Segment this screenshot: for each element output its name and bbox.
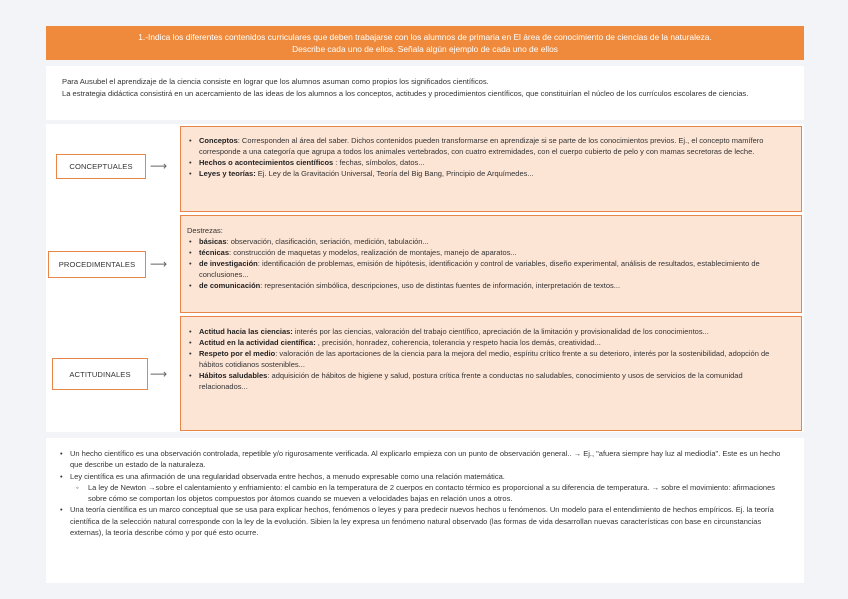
- item-term: Actitud hacia las ciencias:: [199, 327, 293, 336]
- list-item: [187, 348, 791, 370]
- actitudinales-arrow-icon: ⟶: [150, 367, 168, 381]
- item-text: , precisión, honradez, coherencia, tolerancia y respeto hacia los demás, creatividad...: [315, 338, 601, 348]
- item-term: Hechos o acontecimientos científicos: [199, 158, 334, 168]
- list-item: [187, 326, 791, 337]
- item-text: : adquisición de hábitos de higiene y salud, postura crítica frente a conductas no saludables, conocimiento y usos de servicios de la comunidad relacionados...: [199, 371, 743, 392]
- destrezas-heading: Destrezas:: [187, 226, 223, 235]
- intro-block: [46, 66, 804, 120]
- procedimentales-label: PROCEDIMENTALES: [48, 251, 146, 278]
- item-text: interés por las ciencias, valoración del trabajo científico, apreciación de la limitación y provisionalidad de los conocimientos...: [292, 327, 709, 336]
- conceptuales-box: [180, 126, 802, 212]
- item-text: : valoración de las aportaciones de la ciencia para la mejora del medio, espíritu crítico frente a su deterioro, interés por la sostenibilidad, adopción de hábitos cotidianos sostenibles...: [199, 349, 770, 370]
- list-item: [187, 247, 791, 258]
- procedimentales-arrow-icon: ⟶: [150, 257, 168, 271]
- list-item: [187, 258, 791, 280]
- item-text: : fechas, símbolos, datos...: [333, 158, 425, 168]
- item-text: : construcción de maquetas y modelos, realización de montajes, manejo de aparatos...: [229, 248, 517, 258]
- item-term: Conceptos: [199, 136, 238, 145]
- actitudinales-box: [180, 316, 802, 431]
- item-term: Leyes y teorías:: [199, 169, 256, 179]
- actitudinales-section: [46, 314, 804, 432]
- list-item: [187, 337, 791, 348]
- item-text: Ej. Ley de la Gravitación Universal, Teoría del Big Bang, Principio de Arquímedes...: [255, 169, 534, 179]
- intro-paragraph-1: Para Ausubel el aprendizaje de la ciencia consiste en lograr que los alumnos asuman como propios los significados científicos.: [62, 77, 489, 86]
- note-hecho-cientifico: • Un hecho científico es una observación controlada, repetible y/o rigurosamente verificada. Al explicarlo empieza con un punto de observación general.. → Ej., "afuera siempre hay luz al mediodía". Este es un hecho que describe un estado de la naturaleza.: [60, 448, 792, 471]
- item-term: de investigación: [199, 259, 258, 269]
- conceptuales-label: CONCEPTUALES: [56, 154, 146, 179]
- item-text: : identificación de problemas, emisión de hipótesis, identificación y control de variables, diseño experimental, análisis de resultados, establecimiento de conclusiones...: [199, 259, 760, 280]
- question-title-line-2: Describe cada uno de ellos. Señala algún ejemplo de cada uno de ellos: [292, 44, 558, 54]
- note-ley-cientifica: • Ley científica es una afirmación de una regularidad observada entre hechos, a menudo expresable como una relación matemática.: [60, 471, 792, 482]
- note-teoria-cientifica: • Una teoría científica es un marco conceptual que se usa para explicar hechos, fenómenos o leyes y para predecir nuevos hechos u fenómenos. Un modelo para el entendimiento de hechos empíricos. Ej. la teoría científica de la selección natural corresponde con la ley de la evolución. Sibien la ley expresa un fenómeno natural observado (las formas de vida desarrollan nuevas características con base en circunstancias externas), la teoría describe cómo y por qué esto ocurre.: [60, 504, 792, 538]
- question-title-line-1: 1.-Indica los diferentes contenidos curriculares que deben trabajarse con los alumnos de primaria en El área de conocimiento de ciencias de la naturaleza.: [138, 31, 712, 42]
- conceptuales-arrow-icon: ⟶: [150, 159, 168, 173]
- list-item: [187, 157, 791, 168]
- list-item: [187, 135, 791, 157]
- intro-paragraph-2: La estrategia didáctica consistirá en un acercamiento de las ideas de los alumnos a los conceptos, actitudes y procedimientos científicos, que constituirían el núcleo de los currículos escolares de ciencias.: [62, 88, 749, 98]
- item-term: de comunicación: [199, 281, 261, 291]
- conceptuales-section: [46, 124, 804, 214]
- item-term: Hábitos saludables: [199, 371, 268, 381]
- question-title: [46, 26, 804, 60]
- procedimentales-section: [46, 214, 804, 314]
- actitudinales-label: ACTITUDINALES: [52, 358, 148, 390]
- list-item: [187, 236, 791, 247]
- note-ley-newton: ◦ La ley de Newton →sobre el calentamiento y enfriamiento: el cambio en la temperatura de 2 cuerpos en contacto térmico es proporcional a su diferencia de temperatura. → sobre el movimiento: afirmaciones sobre cómo se comportan los objetos compuestos por átomos cuando se mueven a velocidades bajas en relación unos a otros.: [60, 482, 792, 505]
- list-item: [187, 168, 791, 179]
- list-item: [187, 280, 791, 291]
- item-term: básicas: [199, 237, 227, 247]
- notes-block: [46, 438, 804, 583]
- item-term: Respeto por el medio: [199, 349, 276, 359]
- item-text: : Corresponden al área del saber. Dichos contenidos pueden transformarse en aprendizaje si se parte de los conocimientos previos. Ej., el concepto mamífero corresponde a una categoría que agrupa a todos los animales vertebrados, con cuatro extremidades, con el cuerpo cubierto de pelo y con mamas secretoras de leche.: [199, 136, 764, 157]
- item-text: : observación, clasificación, seriación, medición, tabulación...: [226, 237, 429, 247]
- procedimentales-box: [180, 215, 802, 313]
- item-text: : representación simbólica, descripciones, uso de distintas fuentes de información, interpretación de textos...: [260, 281, 621, 291]
- list-item: [187, 370, 791, 392]
- item-term: técnicas: [199, 248, 230, 258]
- item-term: Actitud en la actividad científica:: [199, 338, 316, 348]
